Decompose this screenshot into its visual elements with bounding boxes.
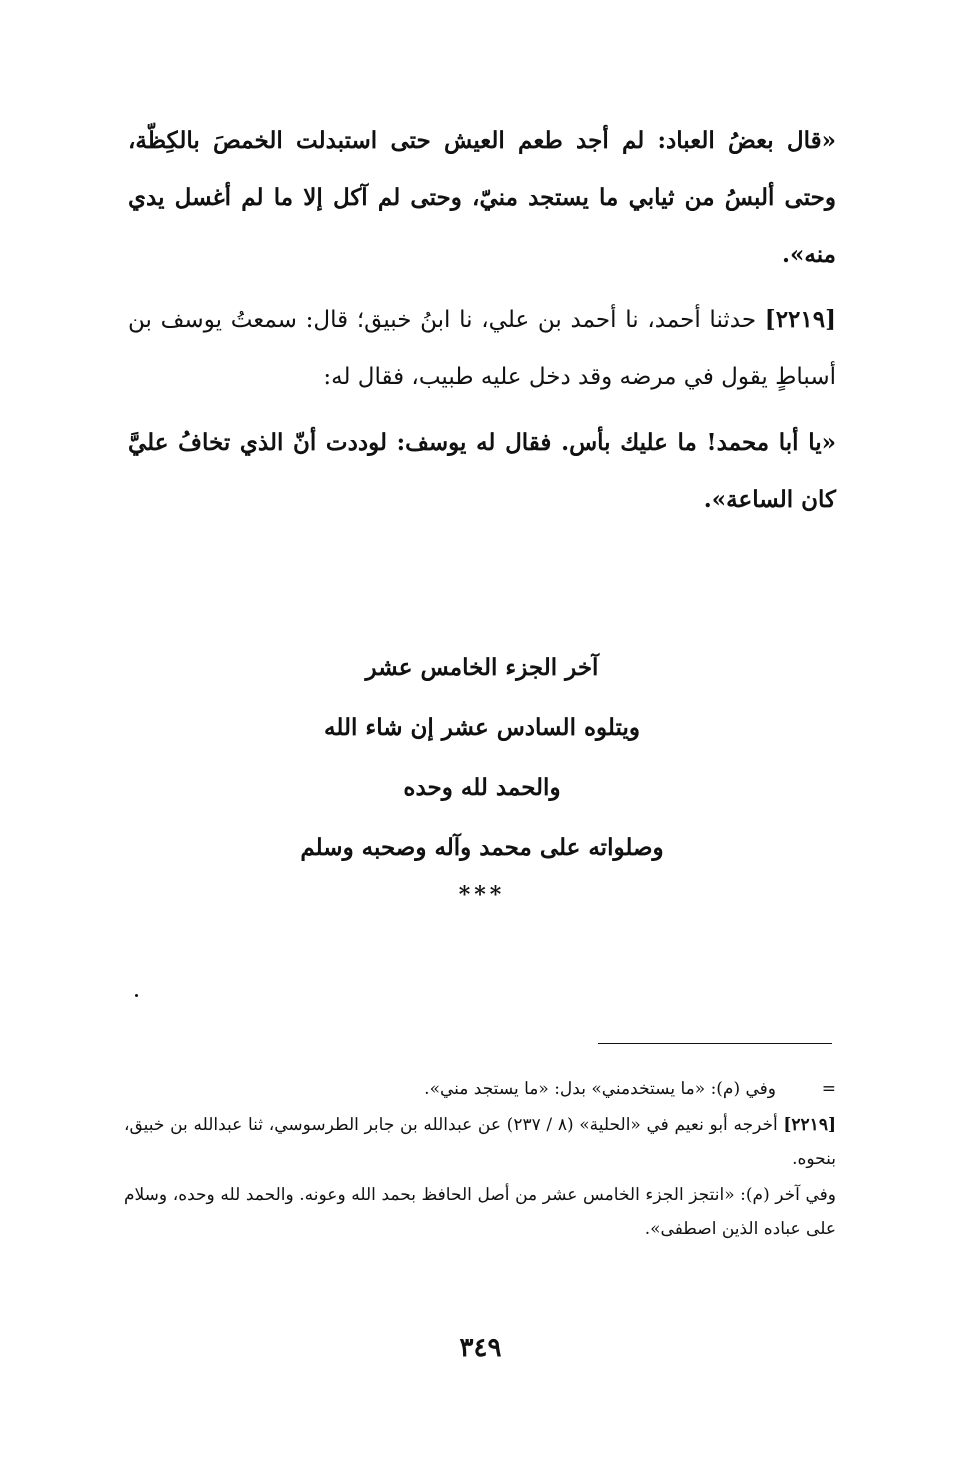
hadith-chain-text: حدثنا أحمد، نا أحمد بن علي، نا ابنُ خبيق؛ قال: سمعتُ يوسف بن أسباطٍ يقول في مرضه وقد دخل عليه طبيب، فقال له: xyxy=(128,307,836,390)
footnote-2219 xyxy=(124,1108,836,1176)
footnote-separator xyxy=(598,1043,832,1044)
page-number: ٣٤٩ xyxy=(459,1333,502,1363)
footnotes xyxy=(124,1072,836,1248)
footnote-end-note: وفي آخر (م): «انتجز الجزء الخامس عشر من أصل الحافظ بحمد الله وعونه. والحمد لله وحده، وسلام على عباده الذين اصطفى». xyxy=(124,1185,836,1239)
footnote-continuation xyxy=(124,1072,836,1106)
quote-paragraph-1: «قال بعضُ العباد: لم أجد طعم العيش حتى استبدلت الخمصَ بالكِظّة، وحتى ألبسُ من ثيابي ما يستجد منيّ، وحتى لم آكل إلا ما لم أغسل يدي منه». xyxy=(128,127,836,268)
footnote-1-text: وفي (م): «ما يستخدمني» بدل: «ما يستجد مني». xyxy=(424,1079,776,1099)
continuation-mark: = xyxy=(821,1079,836,1099)
hadith-number: [٢٢١٩] xyxy=(764,306,836,333)
colophon-line-4: وصلواته على محمد وآله وصحبه وسلم xyxy=(300,834,664,861)
main-text xyxy=(128,112,836,536)
part-ending-colophon xyxy=(128,638,836,908)
hadith-paragraph-2219 xyxy=(128,291,836,406)
colophon-line-2: ويتلوه السادس عشر إن شاء الله xyxy=(324,714,640,741)
section-divider-stars: *** xyxy=(458,882,506,908)
quote-paragraph-2: «يا أبا محمد! ما عليك بأس. فقال له يوسف: لوددت أنّ الذي تخافُ عليَّ كان الساعة». xyxy=(128,429,836,513)
footnote-2-text: أخرجه أبو نعيم في «الحلية» (٨ / ٢٣٧) عن عبدالله بن جابر الطرسوسي، ثنا عبدالله بن خبيق، بنحوه. xyxy=(124,1115,836,1169)
stray-dot xyxy=(135,994,138,997)
colophon-line-3: والحمد لله وحده xyxy=(403,774,561,801)
footnote-number: [٢٢١٩] xyxy=(783,1115,836,1135)
colophon-line-1: آخر الجزء الخامس عشر xyxy=(365,654,599,681)
